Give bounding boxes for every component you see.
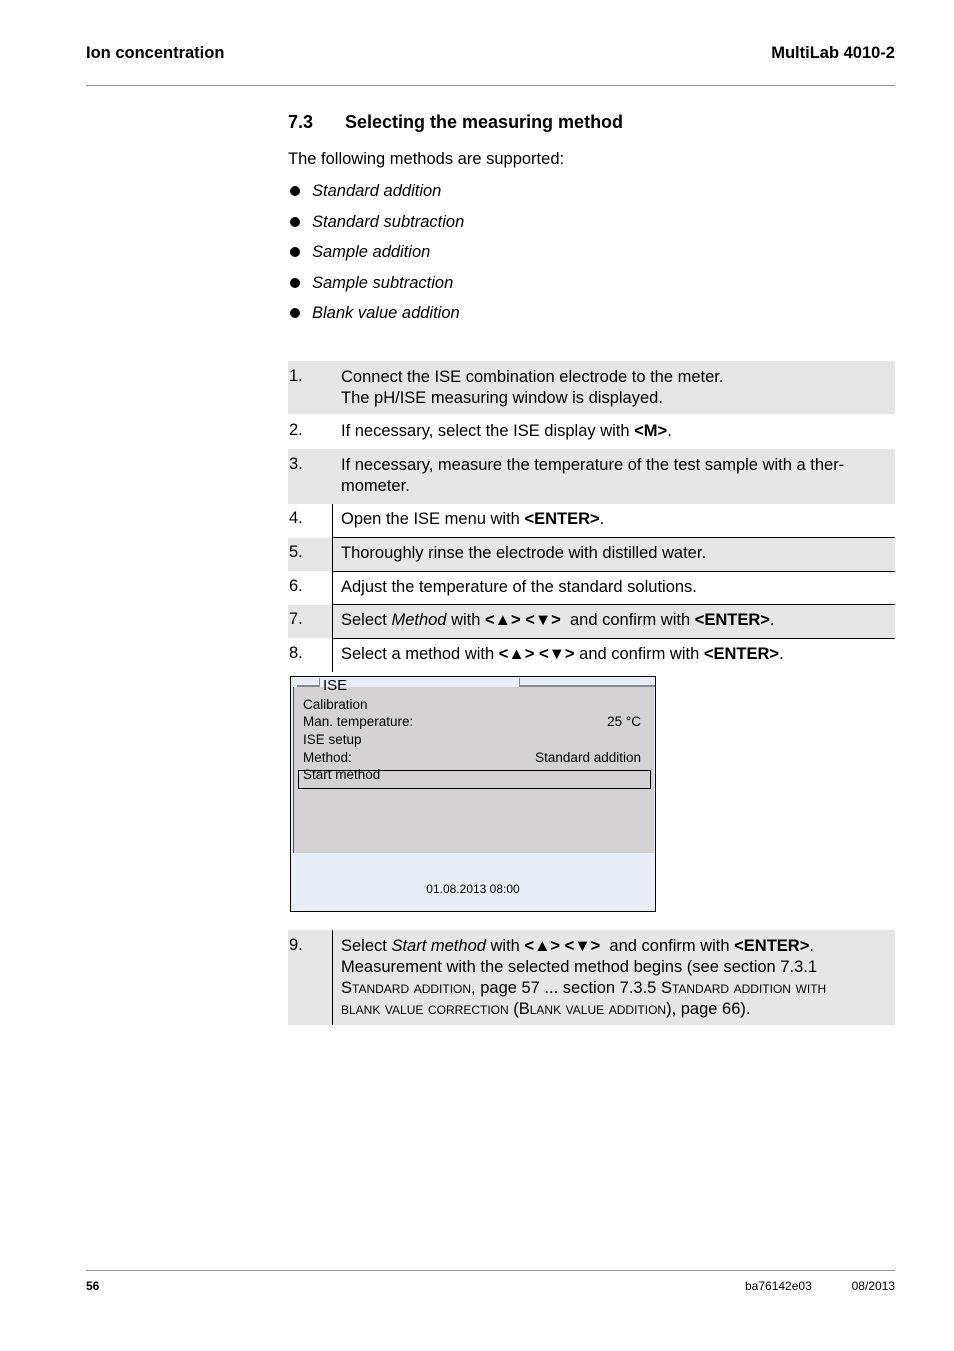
menu-item-man-temperature[interactable]: Man. temperature: xyxy=(303,714,414,729)
step-text: Thoroughly rinse the electrode with distilled water. xyxy=(341,544,707,562)
step-number: 2. xyxy=(289,421,303,439)
step-result: Measurement with the selected method begins (see section 7.3.1 xyxy=(341,958,818,976)
step-number: 3. xyxy=(289,455,303,473)
key-up: <▲> xyxy=(498,645,535,663)
step-9 xyxy=(288,930,895,1025)
step-number: 7. xyxy=(289,610,303,628)
step-number: 6. xyxy=(289,577,303,595)
page-number: 56 xyxy=(86,1279,100,1293)
menu-item-start-method[interactable]: Start method xyxy=(303,767,381,782)
step-7 xyxy=(288,605,895,638)
bullet-icon xyxy=(290,217,300,227)
key-down: <▼> xyxy=(564,937,601,955)
bullet-icon xyxy=(290,247,300,257)
step-2 xyxy=(288,414,895,449)
key-up: <▲> xyxy=(485,611,521,629)
key-enter: <ENTER> xyxy=(734,937,810,955)
section-title: Selecting the measuring method xyxy=(345,112,624,132)
device-display xyxy=(290,676,656,912)
step-number: 9. xyxy=(289,936,303,954)
step-number: 8. xyxy=(289,644,303,662)
step-6 xyxy=(288,572,895,604)
step-text: If necessary, select the ISE display with <M>. xyxy=(341,422,672,440)
key-enter: <ENTER> xyxy=(703,645,780,663)
step-number: 4. xyxy=(289,509,303,527)
list-item: Sample addition xyxy=(288,241,464,272)
menu-item-calibration[interactable]: Calibration xyxy=(303,697,368,712)
section-number: 7.3 xyxy=(288,112,314,132)
key-enter: <ENTER> xyxy=(694,611,770,629)
table-rule xyxy=(332,604,895,605)
step-5 xyxy=(288,538,895,571)
step-text: Adjust the temperature of the standard solutions. xyxy=(341,578,697,596)
bullet-icon xyxy=(290,186,300,196)
list-item: Blank value addition xyxy=(288,302,464,333)
footer-rule xyxy=(86,1270,895,1271)
step-result-cont: blank value correction (Blank value addition), page 66). xyxy=(341,1000,751,1018)
step-text-cont: mometer. xyxy=(341,477,410,495)
step-result-cont: Standard addition, page 57 ... section 7.3.5 Standard addition with xyxy=(341,979,827,997)
intro-text: The following methods are supported: xyxy=(288,150,565,168)
table-divider xyxy=(332,504,333,672)
step-text: Select Start method with <▲> <▼> and confirm with <ENTER>. xyxy=(341,937,814,955)
table-rule xyxy=(332,638,895,639)
method-value: Standard addition xyxy=(535,750,641,765)
list-item: Standard addition xyxy=(288,180,464,211)
table-rule xyxy=(332,571,895,572)
key-up: <▲> xyxy=(524,937,561,955)
menu-item-method[interactable]: Method: xyxy=(303,750,352,765)
step-number: 1. xyxy=(289,367,303,385)
menu-item-ise-setup[interactable]: ISE setup xyxy=(303,732,362,747)
tab-border xyxy=(520,685,656,687)
key-down: <▼> xyxy=(525,611,561,629)
tab-border xyxy=(319,678,320,687)
key-down: <▼> xyxy=(538,645,575,663)
step-text: Open the ISE menu with <ENTER>. xyxy=(341,510,605,528)
step-3 xyxy=(288,449,895,504)
table-rule xyxy=(332,537,895,538)
doc-date: 08/2013 xyxy=(851,1279,895,1293)
step-result: The pH/ISE measuring window is displayed. xyxy=(341,389,663,407)
step-text: Connect the ISE combination electrode to the meter. xyxy=(341,368,724,386)
key-m: <M> xyxy=(634,422,668,440)
doc-id: ba76142e03 xyxy=(745,1279,812,1293)
ise-menu xyxy=(293,677,654,853)
menu-title: ISE xyxy=(323,677,348,694)
list-item: Sample subtraction xyxy=(288,272,464,303)
bullet-icon xyxy=(290,308,300,318)
step-8 xyxy=(288,639,895,672)
man-temperature-value: 25 °C xyxy=(607,714,641,729)
header-product: MultiLab 4010-2 xyxy=(771,44,895,62)
tab-border xyxy=(297,685,319,687)
list-item: Standard subtraction xyxy=(288,211,464,242)
step-text: If necessary, measure the temperature of the test sample with a ther- xyxy=(341,456,845,474)
bullet-icon xyxy=(290,278,300,288)
step-number: 5. xyxy=(289,543,303,561)
status-datetime: 01.08.2013 08:00 xyxy=(426,882,520,896)
key-enter: <ENTER> xyxy=(524,510,600,528)
header-rule xyxy=(86,85,895,86)
step-text: Select Method with <▲> <▼> and confirm with <ENTER>. xyxy=(341,611,775,629)
step-text: Select a method with <▲> <▼> and confirm with <ENTER>. xyxy=(341,645,784,663)
table-divider xyxy=(332,930,333,1025)
header-chapter: Ion concentration xyxy=(86,44,225,62)
tab-border xyxy=(519,678,520,687)
step-1 xyxy=(288,361,895,414)
method-list xyxy=(288,180,464,333)
step-4 xyxy=(288,504,895,537)
